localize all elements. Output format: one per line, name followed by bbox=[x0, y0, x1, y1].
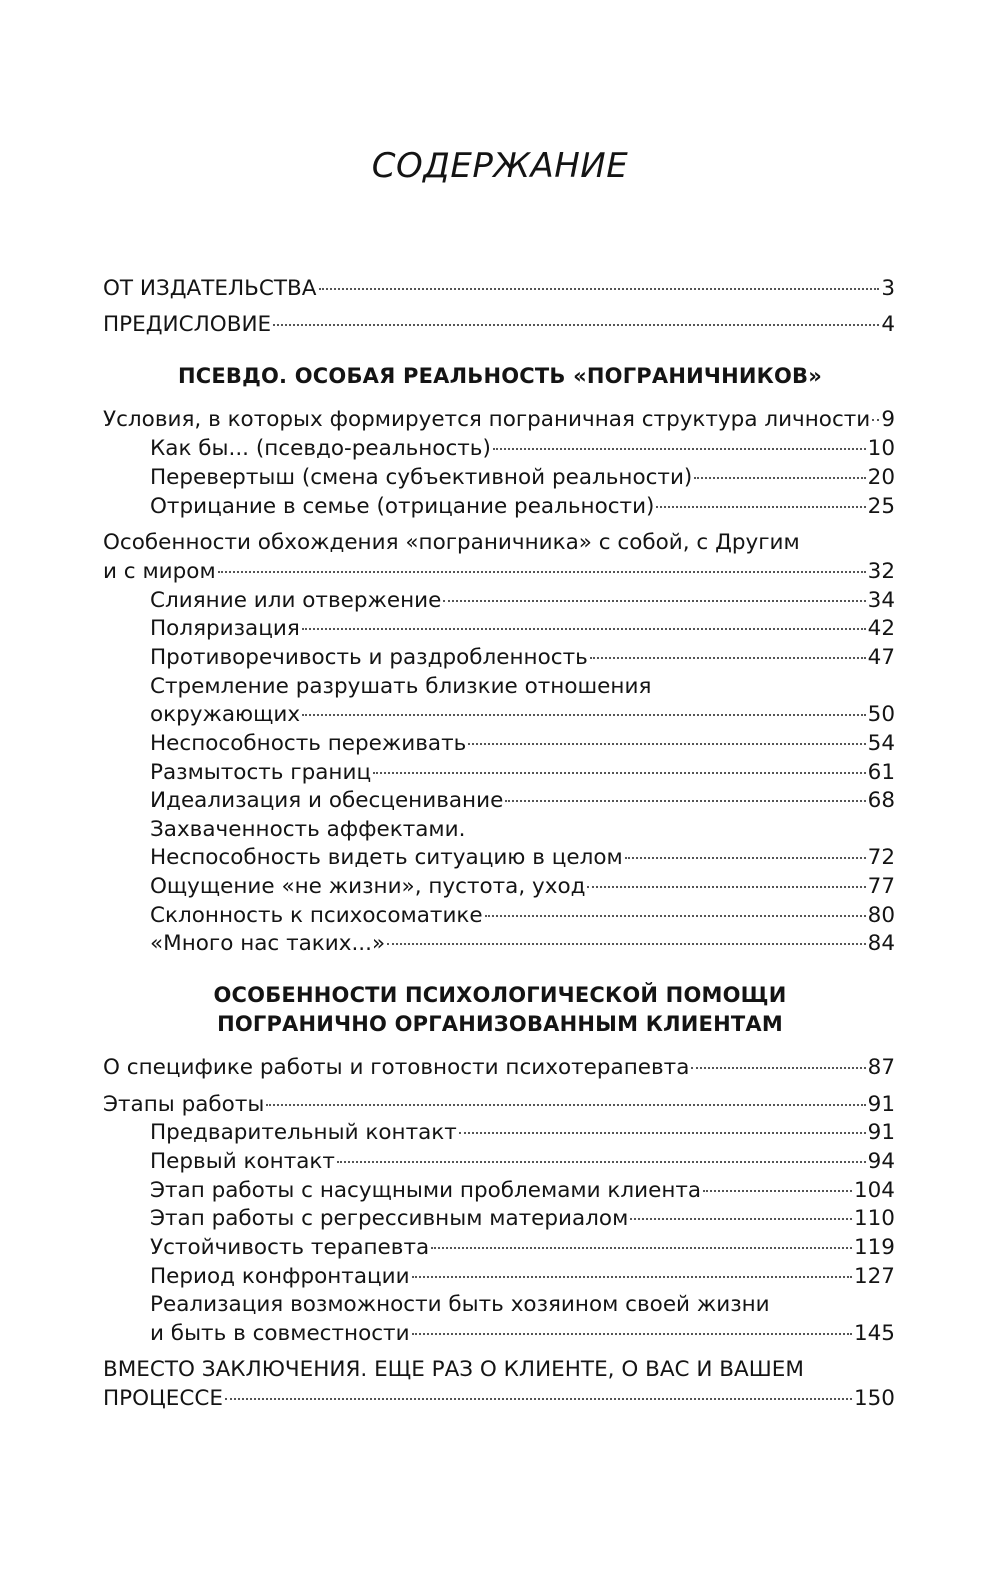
page-title: СОДЕРЖАНИЕ bbox=[371, 146, 629, 186]
toc-entry-title-line1[interactable]: Особенности обхождения «пограничника» с собой, с Другим bbox=[103, 530, 800, 555]
dot-leader bbox=[319, 288, 880, 290]
toc-entry-page: 72 bbox=[867, 845, 895, 870]
dot-leader bbox=[625, 857, 866, 859]
section-heading-line2: ПОГРАНИЧНО ОРГАНИЗОВАННЫМ КЛИЕНТАМ bbox=[217, 1012, 783, 1036]
toc-entry-title: Отрицание в семье (отрицание реальности) bbox=[150, 494, 655, 519]
toc-subentry[interactable] bbox=[150, 901, 895, 930]
toc-subentry[interactable] bbox=[150, 1319, 895, 1348]
toc-entry-page: 9 bbox=[881, 407, 895, 432]
toc-subentry-title-line1[interactable]: Реализация возможности быть хозяином своей жизни bbox=[150, 1292, 770, 1317]
toc-entry-page: 110 bbox=[853, 1206, 895, 1231]
dot-leader bbox=[703, 1190, 852, 1192]
toc-subentry[interactable] bbox=[150, 1204, 895, 1233]
toc-entry-title-line1[interactable]: ВМЕСТО ЗАКЛЮЧЕНИЯ. ЕЩЕ РАЗ О КЛИЕНТЕ, О ВАС И ВАШЕМ bbox=[103, 1357, 804, 1382]
toc-subentry[interactable] bbox=[150, 1118, 895, 1147]
toc-entry[interactable] bbox=[103, 1384, 895, 1413]
toc-entry-title: Этап работы с насущными проблемами клиента bbox=[150, 1178, 702, 1203]
toc-entry-page: 77 bbox=[867, 874, 895, 899]
toc-entry-page: 104 bbox=[853, 1178, 895, 1203]
toc-subentry[interactable] bbox=[150, 843, 895, 872]
dot-leader bbox=[656, 506, 865, 508]
dot-leader bbox=[225, 1398, 852, 1400]
toc-entry-title-line2: и быть в совместности bbox=[150, 1321, 410, 1346]
toc-entry-page: 32 bbox=[867, 559, 895, 584]
toc-entry-title-line2: окружающих bbox=[150, 702, 301, 727]
dot-leader bbox=[387, 943, 866, 945]
dot-leader bbox=[218, 571, 866, 573]
toc-subentry[interactable] bbox=[150, 758, 895, 787]
toc-entry-page: 80 bbox=[867, 903, 895, 928]
toc-entry-page: 10 bbox=[867, 436, 895, 461]
toc-entry-title: Период конфронтации bbox=[150, 1264, 410, 1289]
dot-leader bbox=[872, 419, 879, 421]
toc-entry-title: Слияние или отвержение bbox=[150, 588, 442, 613]
toc-subentry[interactable] bbox=[150, 729, 895, 758]
toc-entry-page: 50 bbox=[867, 702, 895, 727]
toc-entry-page: 127 bbox=[853, 1264, 895, 1289]
dot-leader bbox=[412, 1333, 852, 1335]
toc-entry-title: Перевертыш (смена субъективной реальности) bbox=[150, 465, 693, 490]
toc-subentry[interactable] bbox=[150, 1147, 895, 1176]
toc-entry-page: 94 bbox=[867, 1149, 895, 1174]
toc-subentry[interactable] bbox=[150, 872, 895, 901]
toc-entry-page: 91 bbox=[867, 1092, 895, 1117]
dot-leader bbox=[468, 743, 865, 745]
dot-leader bbox=[694, 477, 865, 479]
toc-entry-title-line2: и с миром bbox=[103, 559, 216, 584]
dot-leader bbox=[443, 600, 865, 602]
toc-subentry[interactable] bbox=[150, 586, 895, 615]
toc-subentry[interactable] bbox=[150, 463, 895, 492]
toc-entry-title: О специфике работы и готовности психотерапевта bbox=[103, 1055, 690, 1080]
toc-entry-page: 20 bbox=[867, 465, 895, 490]
dot-leader bbox=[302, 628, 866, 630]
toc-entry-title-line2: ПРОЦЕССЕ bbox=[103, 1386, 223, 1411]
dot-leader bbox=[273, 324, 879, 326]
dot-leader bbox=[266, 1104, 865, 1106]
toc-subentry[interactable] bbox=[150, 434, 895, 463]
dot-leader bbox=[431, 1247, 852, 1249]
toc-entry-page: 25 bbox=[867, 494, 895, 519]
toc-subentry[interactable] bbox=[150, 786, 895, 815]
dot-leader bbox=[587, 886, 865, 888]
dot-leader bbox=[373, 772, 866, 774]
toc-entry[interactable] bbox=[103, 405, 895, 434]
toc-entry-title: Неспособность переживать bbox=[150, 731, 467, 756]
toc-entry-title: Размытость границ bbox=[150, 760, 372, 785]
toc-entry-page: 145 bbox=[853, 1321, 895, 1346]
toc-entry-title: ОТ ИЗДАТЕЛЬСТВА bbox=[103, 276, 317, 301]
toc-entry-title: Первый контакт bbox=[150, 1149, 335, 1174]
dot-leader bbox=[485, 915, 866, 917]
toc-entry-title: Предварительный контакт bbox=[150, 1120, 457, 1145]
toc-entry-page: 68 bbox=[867, 788, 895, 813]
section-heading-line1: ОСОБЕННОСТИ ПСИХОЛОГИЧЕСКОЙ ПОМОЩИ bbox=[213, 983, 787, 1007]
toc-entry-page: 119 bbox=[853, 1235, 895, 1260]
toc-entry[interactable] bbox=[103, 1053, 895, 1082]
dot-leader bbox=[459, 1132, 866, 1134]
toc-entry[interactable] bbox=[103, 1090, 895, 1119]
dot-leader bbox=[302, 714, 866, 716]
toc-entry-title: Ощущение «не жизни», пустота, уход bbox=[150, 874, 586, 899]
toc-entry-page: 47 bbox=[867, 645, 895, 670]
toc-entry[interactable] bbox=[103, 310, 895, 339]
dot-leader bbox=[630, 1218, 852, 1220]
toc-entry-page: 61 bbox=[867, 760, 895, 785]
toc-subentry-title-line1[interactable]: Стремление разрушать близкие отношения bbox=[150, 674, 652, 699]
toc-subentry[interactable] bbox=[150, 492, 895, 521]
toc-subentry[interactable] bbox=[150, 614, 895, 643]
toc-entry-title: Склонность к психосоматике bbox=[150, 903, 483, 928]
toc-entry-title: Этапы работы bbox=[103, 1092, 265, 1117]
toc-entry-title: Условия, в которых формируется пограничная структура личности bbox=[103, 407, 871, 432]
toc-entry-page: 84 bbox=[867, 931, 895, 956]
toc-entry-page: 34 bbox=[867, 588, 895, 613]
toc-entry-page: 54 bbox=[867, 731, 895, 756]
toc-subentry[interactable] bbox=[150, 1233, 895, 1262]
dot-leader bbox=[590, 657, 866, 659]
toc-entry[interactable] bbox=[103, 274, 895, 303]
toc-entry[interactable] bbox=[103, 557, 895, 586]
toc-entry-title: Устойчивость терапевта bbox=[150, 1235, 430, 1260]
toc-entry-title: Идеализация и обесценивание bbox=[150, 788, 504, 813]
section-heading: ПСЕВДО. ОСОБАЯ РЕАЛЬНОСТЬ «ПОГРАНИЧНИКОВ» bbox=[177, 364, 823, 388]
dot-leader bbox=[412, 1276, 852, 1278]
toc-entry-page: 91 bbox=[867, 1120, 895, 1145]
toc-entry-page: 4 bbox=[881, 312, 895, 337]
toc-entry-title: ПРЕДИСЛОВИЕ bbox=[103, 312, 272, 337]
dot-leader bbox=[493, 448, 866, 450]
dot-leader bbox=[505, 800, 865, 802]
dot-leader bbox=[337, 1161, 866, 1163]
toc-entry-title: Противоречивость и раздробленность bbox=[150, 645, 588, 670]
toc-entry-page: 42 bbox=[867, 616, 895, 641]
toc-entry-title-line2: Неспособность видеть ситуацию в целом bbox=[150, 845, 623, 870]
toc-subentry[interactable] bbox=[150, 929, 895, 958]
toc-entry-page: 87 bbox=[867, 1055, 895, 1080]
toc-entry-title: Этап работы с регрессивным материалом bbox=[150, 1206, 629, 1231]
toc-subentry[interactable] bbox=[150, 1176, 895, 1205]
toc-entry-page: 3 bbox=[881, 276, 895, 301]
toc-entry-page: 150 bbox=[853, 1386, 895, 1411]
toc-subentry[interactable] bbox=[150, 700, 895, 729]
toc-subentry-title-line1[interactable]: Захваченность аффектами. bbox=[150, 817, 466, 842]
toc-entry-title: Как бы... (псевдо-реальность) bbox=[150, 436, 491, 461]
toc-subentry[interactable] bbox=[150, 1262, 895, 1291]
toc-subentry[interactable] bbox=[150, 643, 895, 672]
toc-entry-title: Поляризация bbox=[150, 616, 300, 641]
dot-leader bbox=[691, 1067, 865, 1069]
toc-entry-title: «Много нас таких...» bbox=[150, 931, 386, 956]
